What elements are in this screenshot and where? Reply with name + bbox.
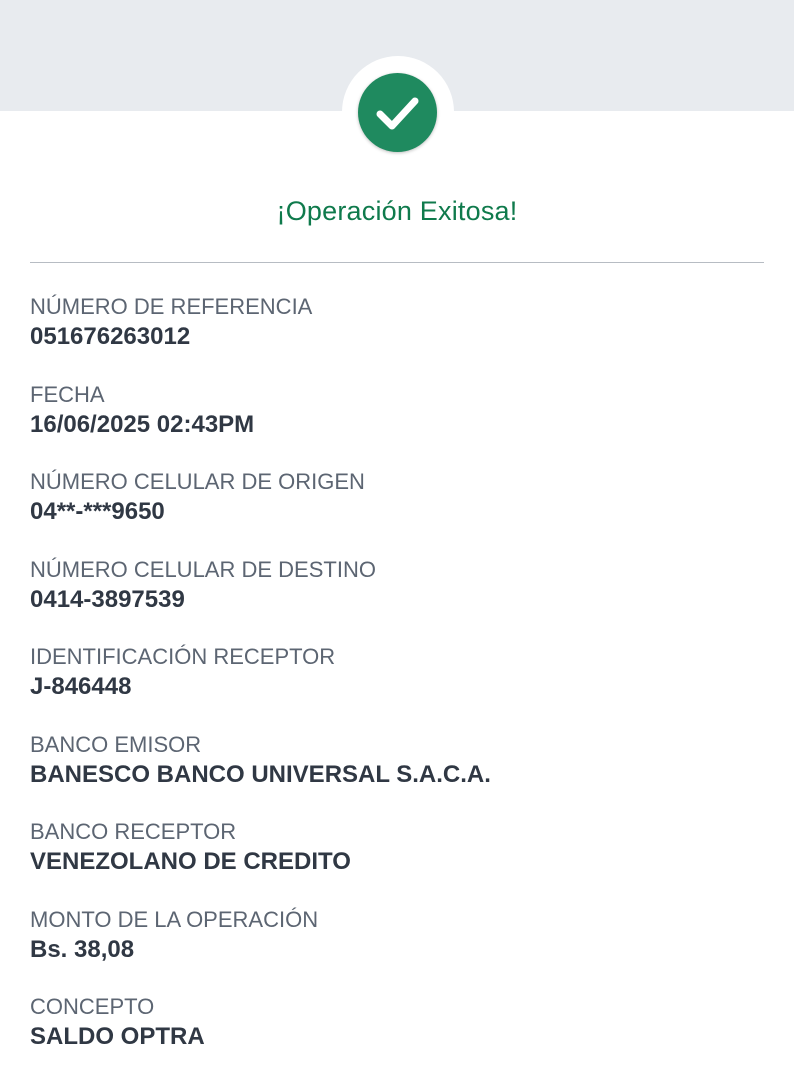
field-label: NÚMERO CELULAR DE DESTINO [30,556,376,582]
field-concept [30,993,764,1081]
field-reference-number [30,293,764,381]
receipt-details [30,293,764,1081]
field-value: 0414-3897539 [30,585,185,613]
field-value: J-846448 [30,673,132,700]
success-title: ¡Operación Exitosa! [276,196,518,226]
field-receiver-id [30,643,764,731]
field-label: NÚMERO DE REFERENCIA [30,294,313,319]
field-label: IDENTIFICACIÓN RECEPTOR [30,644,336,669]
field-amount [30,906,764,994]
field-origin-phone [30,468,764,556]
field-label: CONCEPTO [30,994,155,1019]
divider [30,262,764,263]
field-label: BANCO RECEPTOR [30,819,237,844]
field-label: NÚMERO CELULAR DE ORIGEN [30,469,365,494]
checkmark-icon [358,73,437,152]
field-label: MONTO DE LA OPERACIÓN [30,906,319,932]
field-value: 051676263012 [30,323,191,350]
field-value: SALDO OPTRA [30,1023,205,1050]
field-value: 16/06/2025 02:43PM [30,410,255,438]
field-value: VENEZOLANO DE CREDITO [30,848,351,875]
field-issuing-bank [30,731,764,819]
field-destination-phone [30,556,764,644]
check-circle-icon [358,73,437,152]
field-value: Bs. 38,08 [30,935,135,963]
field-date [30,381,764,469]
field-label: BANCO EMISOR [30,731,202,757]
field-label: FECHA [30,381,105,407]
field-value: BANESCO BANCO UNIVERSAL S.A.C.A. [30,760,491,788]
field-value: 04**-***9650 [30,498,165,525]
field-receiving-bank [30,818,764,906]
